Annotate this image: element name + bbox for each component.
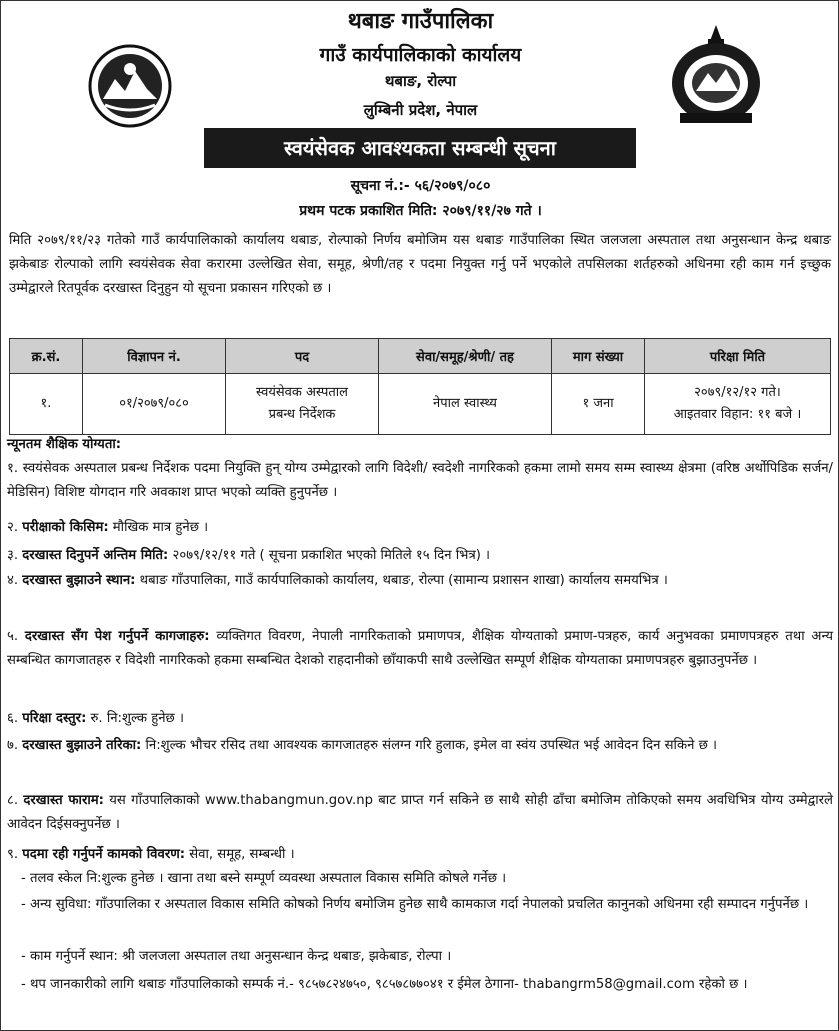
col-header-post: पद (226, 339, 379, 374)
item-text: २०७९/१२/११ गते ( सूचना प्रकाशित भएको मितिले १५ दिन भित्र) । (168, 548, 491, 563)
item-text: मौखिक मात्र हुनेछ । (108, 520, 209, 535)
list-item (7, 707, 833, 731)
item-number: ७. (7, 738, 19, 753)
list-item (7, 516, 833, 540)
province-name: लुम्बिनी प्रदेश, नेपाल (363, 101, 478, 119)
item-text: थबाङ गाँउपालिका, गाउँ कार्यपालिकाको कार्यालय, थबाङ, रोल्पा (सामान्य प्रशासन शाखा) कार्यालय समयभित्र । (135, 573, 668, 588)
post-line-2: प्रबन्ध निर्देशक (268, 407, 336, 422)
item-label: पदमा रही गर्नुपर्ने कामको विवरण: (22, 847, 186, 862)
item-number: ४. (7, 573, 19, 588)
item-label: दरखास्त बुझाउने तरिका: (22, 738, 142, 753)
letterhead (1, 1, 839, 176)
item-label: दरखास्त दिनुपर्ने अन्तिम मिति: (22, 548, 169, 563)
vacancy-table (9, 338, 831, 435)
item-text: सेवा, समूह, सम्बन्धी । (185, 847, 295, 862)
municipality-title: थबाङ गाउँपालिका (347, 9, 494, 34)
item-number: २. (7, 520, 19, 535)
cell-sn: १. (10, 374, 83, 435)
cell-ad-no: ०१/२०७९/०८० (83, 374, 226, 435)
item-number: ६. (7, 711, 19, 726)
list-item (7, 457, 833, 505)
item-text: नि:शुल्क भौचर रसिद तथा आवश्यक कागजातहरु संलग्न गरि हुलाक, इमेल वा स्वंय उपस्थित भई आवेदन दिन सकिने छ । (141, 738, 718, 753)
list-item (7, 843, 833, 867)
item-label: परीक्षाको किसिम: (22, 520, 109, 535)
office-location: थबाङ, रोल्पा (384, 72, 457, 90)
office-name: गाउँ कार्यपालिकाको कार्यालय (319, 44, 522, 66)
item-number: ५. (7, 629, 19, 644)
col-header-service: सेवा/समूह/श्रेणी/ तह (379, 339, 552, 374)
notice-banner: स्वयंसेवक आवश्यकता सम्बन्धी सूचना (204, 128, 636, 168)
exam-date-line-2: आइतवार विहान: ११ बजे । (673, 407, 802, 422)
list-item (7, 734, 833, 758)
cell-post (226, 374, 379, 435)
col-header-ad-no: विज्ञापन नं. (83, 339, 226, 374)
cell-exam-date (645, 374, 831, 435)
item-number: ८. (7, 793, 19, 808)
sub-item-facilities: - अन्य सुविधा: गाँउपालिका र अस्पताल विकास समिति कोषको निर्णय बमोजिम हुनेछ साथै कामकाज गर्दा नेपालको प्रचलित कानुनको अधिनमा रही सम्पादन गर्नुपर्नेछ । (21, 897, 809, 912)
col-header-sn: क्र.सं. (10, 339, 83, 374)
item-label: दरखास्त सँग पेश गर्नुपर्ने कागजाहरु: (24, 629, 210, 644)
intro-paragraph: मिति २०७९/११/२३ गतेको गाउँ कार्यपालिकाको कार्यालय थबाङ, रोल्पाको निर्णय बमोजिम यस थबाङ गाउँपालिका स्थित जलजला अस्पताल तथा अनुसन्धान केन्द्र थबाङ झकेबाङ रोल्पाको लागि स्वयंसेवक सेवा करारमा उल्लेखित सेवा, समूह, श्रेणी/तह र पदमा नियुक्त गर्नु पर्ने भएकोले तपसिलका शर्तहरुको अधिनमा रही काम गर्न इच्छुक उम्मेद्वारले रितपूर्वक दरखास्त दिनुहुन यो सूचना प्रकासन गरिएको छ । (9, 233, 831, 296)
sub-item-contact: - थप जानकारीको लागि थबाङ गाँउपालिकाको सम्पर्क नं.- ९८५७८२४७५०, ९८५७८७७०४१ र ईमेल ठेगाना- thabangrm58@gmail.com रहेको छ । (21, 977, 748, 992)
item-label: दरखास्त बुझाउने स्थान: (22, 573, 136, 588)
post-line-1: स्वयंसेवक अस्पताल (256, 385, 348, 400)
item-text: व्यक्तिगत विवरण, नेपाली नागरिकताको प्रमाणपत्र, शैक्षिक योग्यताको प्रमाण-पत्रहरु, कार्य अनुभवका प्रमाणपत्रहरु तथा अन्य सम्बन्धित कागजातहरु र विदेशी नागरिकको हकमा सम्बन्धित देशको राहदानीको छाँयाकपी साथै उल्लेखित सम्पूर्ण शैक्षिक योग्यताका प्रमाणपत्रहरु बुझाउनुपर्नेछ । (7, 629, 834, 668)
cell-service: नेपाल स्वास्थ्य (379, 374, 552, 435)
item-text: स्वयंसेवक अस्पताल प्रबन्ध निर्देशक पदमा नियुक्ति हुन् योग्य उम्मेद्वारको लागि विदेशी/ स्वदेशी नागरिकको हकमा लामो समय सम्म स्वास्थ्य क्षेत्रमा (वरिष्ठ अर्थोपिडिक सर्जन/मेडिसिन) विशिष्ट योगदान गरि अवकाश प्राप्त भएको व्यक्ति हुनुपर्नेछ । (7, 461, 833, 500)
sub-item-salary: - तलव स्केल नि:शुल्क हुनेछ । खाना तथा बस्ने सम्पूर्ण व्यवस्था अस्पताल विकास समिति कोषले गर्नेछ । (21, 871, 507, 886)
col-header-exam-date: परिक्षा मिति (645, 339, 831, 374)
item-label: दरखास्त फाराम: (23, 793, 104, 808)
list-item (7, 789, 833, 837)
item-label: परिक्षा दस्तुर: (22, 711, 87, 726)
item-number: १. (7, 461, 19, 476)
table-header-row (10, 339, 831, 374)
item-number: ३. (7, 548, 19, 563)
notice-number: सूचना नं.:- ५६/२०७९/०८० (350, 178, 491, 194)
item-number: ९. (7, 847, 19, 862)
exam-date-line-1: २०७९/१२/१२ गते। (694, 385, 781, 400)
table-row (10, 374, 831, 435)
cell-demand: १ जना (552, 374, 645, 435)
sub-item-workplace: - काम गर्नुपर्ने स्थान: श्री जलजला अस्पताल तथा अनुसन्धान केन्द्र थबाङ, झकेबाङ, रोल्पा । (21, 949, 452, 964)
qualification-heading: न्यूनतम शैक्षिक योग्यता: (7, 437, 122, 452)
list-item (7, 569, 833, 593)
item-text: यस गाँउपालिकाको www.thabangmun.gov.np बाट प्राप्त गर्न सकिने छ साथै सोही ढाँचा बमोजिम तोकिएको समय अवधिभित्र योग्य उम्मेद्वारले आवेदन दिईसक्नुपर्नेछ । (7, 793, 833, 832)
item-text: रु. नि:शुल्क हुनेछ । (86, 711, 184, 726)
publication-date: प्रथम पटक प्रकाशित मिति: २०७९/११/२७ गते । (299, 203, 542, 219)
list-item (7, 625, 833, 673)
col-header-demand: माग संख्या (552, 339, 645, 374)
list-item (7, 544, 833, 568)
